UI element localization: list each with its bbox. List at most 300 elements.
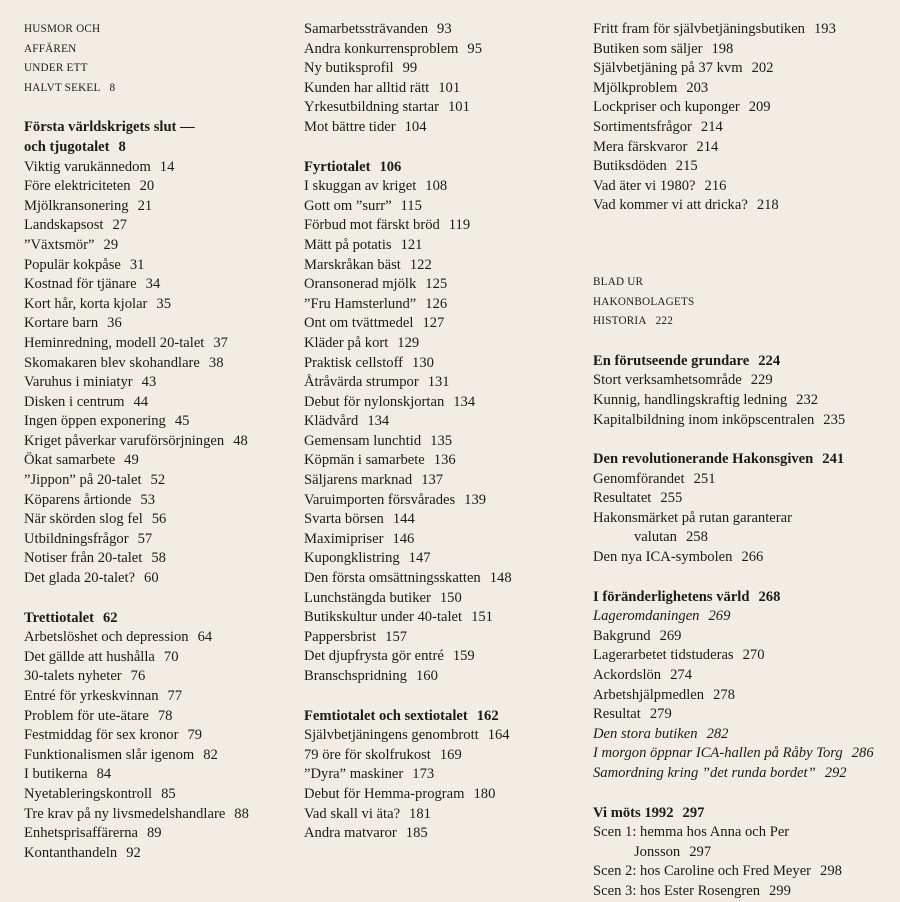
toc-entry-title: I föränderlighetens värld (593, 588, 750, 605)
toc-page-number: 202 (751, 60, 774, 77)
toc-page-number: 27 (112, 217, 128, 234)
toc-page-number: 160 (415, 668, 438, 684)
toc-entry-title: Jonsson (634, 843, 681, 860)
toc-entry (593, 118, 893, 138)
toc-entry (593, 98, 893, 118)
toc-page-number: 108 (425, 178, 448, 195)
toc-page-number: 77 (167, 688, 183, 704)
toc-page-number: 43 (141, 374, 157, 391)
toc-entry-title: Lunchstängda butiker (304, 589, 431, 606)
toc-entry (24, 844, 286, 864)
toc-page-number: 115 (400, 197, 422, 214)
toc-section-heading (24, 79, 286, 99)
toc-page-number: 162 (476, 707, 499, 724)
toc-entry (593, 391, 893, 411)
toc-page-number: 279 (649, 706, 672, 723)
toc-page-number: 56 (151, 511, 167, 528)
toc-page-number: 85 (161, 785, 176, 802)
toc-page-number: 52 (150, 472, 166, 489)
toc-page-number: 224 (758, 352, 781, 369)
toc-entry (24, 256, 286, 276)
toc-entry-title: Vad skall vi äta? (304, 805, 401, 822)
toc-entry (304, 608, 584, 628)
toc-section-heading (593, 450, 893, 470)
section-spacer (593, 430, 893, 450)
toc-entry (304, 59, 584, 79)
toc-entry (24, 726, 286, 746)
toc-entry (304, 314, 584, 334)
toc-entry-title: ”Dyra” maskiner (304, 766, 404, 783)
toc-page-number: 21 (137, 197, 153, 214)
toc-entry (24, 393, 286, 413)
toc-entry-title: Scen 2: hos Caroline och Fred Meyer (593, 863, 812, 880)
toc-page-number: 151 (471, 609, 493, 626)
toc-entry-title: Lagerarbetet tidstuderas (593, 647, 734, 664)
toc-page-number: 37 (213, 334, 228, 351)
toc-page-number: 258 (685, 529, 708, 546)
toc-page-number: 270 (742, 647, 765, 664)
toc-entry (304, 589, 584, 609)
toc-entry-title: Kortare barn (24, 315, 99, 332)
toc-entry (304, 177, 584, 197)
toc-entry (24, 314, 286, 334)
toc-entry-title: Kläder på kort (304, 334, 389, 351)
toc-entry-title: Oransonerad mjölk (304, 276, 417, 293)
toc-page-number: 60 (144, 570, 159, 587)
toc-page-number: 122 (409, 256, 432, 273)
toc-page-number: 147 (408, 550, 431, 567)
toc-entry-title: ”Jippon” på 20-talet (24, 472, 142, 489)
toc-page-number: 79 (187, 727, 203, 744)
toc-entry-title: Utbildningsfrågor (24, 530, 129, 547)
toc-page-number: 29 (103, 236, 119, 253)
toc-entry (304, 510, 584, 530)
toc-entry (304, 79, 584, 99)
toc-entry (593, 607, 893, 627)
toc-page-number: 127 (422, 315, 445, 332)
toc-entry-title: Den stora butiken (593, 725, 698, 742)
toc-entry-title: Resultatet (593, 490, 652, 507)
toc-entry (304, 569, 584, 589)
toc-entry-title: och tjugotalet (24, 138, 110, 155)
toc-page-number: 169 (439, 746, 462, 763)
toc-entry-title: Samordning kring ”det runda bordet” (593, 765, 816, 781)
toc-entry-title: Ökat samarbete (24, 452, 116, 469)
toc-entry (304, 373, 584, 393)
toc-entry-title: Mätt på potatis (304, 236, 392, 253)
toc-entry (593, 646, 893, 666)
toc-entry (24, 628, 286, 648)
toc-entry (24, 471, 286, 491)
toc-entry-title: Ny butiksprofil (304, 60, 394, 77)
toc-entry-title: Stort verksamhetsområde (593, 372, 742, 389)
toc-entry (304, 334, 584, 354)
toc-entry-title: valutan (634, 529, 677, 546)
toc-page-number: 269 (708, 608, 731, 625)
toc-page-number: 146 (392, 530, 415, 547)
section-spacer (593, 784, 893, 804)
toc-entry (24, 510, 286, 530)
toc-entry (593, 79, 893, 99)
section-spacer (304, 138, 584, 158)
toc-page-number: 251 (693, 470, 716, 487)
toc-page-number: 139 (464, 491, 487, 508)
toc-entry-title: HUSMOR OCH (24, 23, 101, 35)
toc-entry-title: Före elektriciteten (24, 178, 131, 195)
toc-page-number: 130 (412, 354, 434, 371)
toc-entry-title: Arbetslöshet och depression (24, 629, 189, 646)
section-spacer (304, 687, 584, 707)
toc-entry (24, 549, 286, 569)
toc-entry (593, 882, 893, 902)
toc-page-number: 82 (203, 746, 218, 763)
toc-page-number: 185 (405, 825, 428, 842)
toc-entry (304, 20, 584, 40)
toc-section-heading (593, 293, 893, 313)
toc-column-1 (24, 20, 286, 863)
toc-entry-title: HALVT SEKEL (24, 81, 101, 94)
toc-entry-title: Mjölkproblem (593, 79, 678, 96)
toc-entry-title: Mera färskvaror (593, 138, 688, 155)
toc-page-number: 31 (129, 256, 145, 273)
toc-entry (24, 432, 286, 452)
toc-section-heading (304, 158, 584, 178)
toc-entry (24, 667, 286, 687)
toc-entry (24, 334, 286, 354)
toc-page-number: 216 (704, 177, 727, 194)
toc-page-number: 99 (402, 60, 418, 77)
toc-page-number: 44 (133, 393, 149, 410)
toc-entry-title: Första världskrigets slut — (24, 119, 195, 136)
toc-entry-title: Bakgrund (593, 627, 651, 644)
toc-page-number: 93 (437, 21, 452, 37)
toc-entry (304, 40, 584, 60)
toc-page-number: 268 (758, 588, 781, 605)
toc-page-number: 101 (447, 99, 470, 116)
toc-page-number: 119 (448, 217, 471, 234)
toc-entry (24, 275, 286, 295)
toc-entry (24, 177, 286, 197)
toc-entry (24, 236, 286, 256)
toc-entry-title: UNDER ETT (24, 62, 88, 75)
toc-entry-title: Kupongklistring (304, 550, 400, 567)
toc-entry-title: Debut för Hemma-program (304, 785, 465, 802)
toc-entry-title: Viktig varukännedom (24, 158, 151, 175)
toc-entry (304, 393, 584, 413)
toc-entry (304, 647, 584, 667)
toc-entry-title: Genomförandet (593, 470, 685, 487)
toc-page-number: 282 (706, 725, 729, 742)
toc-entry-title: Arbetshjälpmedlen (593, 686, 705, 703)
toc-entry-title: Trettiotalet (24, 609, 94, 626)
toc-page-number: 104 (404, 118, 427, 135)
section-spacer (593, 216, 893, 273)
toc-entry-title: ”Fru Hamsterlund” (304, 295, 417, 312)
toc-section-heading (24, 59, 286, 79)
toc-page-number: 38 (208, 354, 224, 371)
toc-entry-title: Pappersbrist (304, 628, 377, 645)
toc-entry-title: Tre krav på ny livsmedelshandlare (24, 805, 226, 822)
toc-entry-title: Det djupfrysta gör entré (304, 648, 444, 665)
toc-section-heading (24, 609, 286, 629)
toc-page-number: 95 (467, 40, 483, 57)
toc-entry (24, 491, 286, 511)
toc-entry-title: Scen 1: hemma hos Anna och Per (593, 824, 790, 841)
toc-page-number: 36 (107, 315, 122, 332)
toc-page-number: 235 (823, 411, 846, 428)
toc-entry (304, 785, 584, 805)
toc-entry (593, 509, 893, 529)
toc-page-number: 62 (102, 609, 118, 626)
toc-entry-title: Fritt fram för självbetjäningsbutiken (593, 21, 805, 37)
toc-page-number: 70 (163, 648, 179, 665)
toc-entry (304, 726, 584, 746)
toc-page-number: 14 (159, 158, 175, 175)
toc-entry-title: Förbud mot färskt bröd (304, 217, 440, 234)
toc-entry-title: Gemensam lunchtid (304, 432, 422, 449)
toc-entry-title: Varuimporten försvårades (304, 491, 456, 508)
toc-entry-title: 79 öre för skolfrukost (304, 746, 431, 763)
toc-entry (304, 628, 584, 648)
toc-entry (24, 530, 286, 550)
toc-entry (593, 548, 893, 568)
toc-entry (593, 196, 893, 216)
toc-entry (593, 725, 893, 745)
toc-entry (304, 432, 584, 452)
toc-entry-title: Populär kokpåse (24, 256, 121, 273)
toc-page-number: 297 (682, 804, 705, 821)
toc-page-number: 8 (118, 138, 126, 155)
toc-entry-title: Köpmän i samarbete (304, 452, 425, 469)
toc-entry (24, 765, 286, 785)
toc-entry (593, 686, 893, 706)
toc-entry-title: Hakonsmärket på rutan garanterar (593, 509, 792, 526)
toc-entry-title: Butikskultur under 40-talet (304, 609, 463, 626)
toc-entry (593, 59, 893, 79)
toc-entry-title: Ackordslön (593, 667, 662, 684)
toc-entry (593, 666, 893, 686)
toc-entry-title: Självbetjäningens genombrott (304, 727, 479, 744)
toc-entry (304, 451, 584, 471)
toc-section-heading (24, 20, 286, 40)
toc-page-number: 57 (137, 530, 153, 547)
toc-page-number: 180 (473, 785, 496, 802)
toc-column-3 (593, 20, 893, 902)
toc-entry-title: Mot bättre tider (304, 118, 396, 135)
toc-section-heading (24, 40, 286, 60)
toc-entry (24, 412, 286, 432)
toc-entry-title: AFFÄREN (24, 42, 77, 55)
toc-entry (593, 843, 893, 863)
toc-entry-title: I skuggan av kriget (304, 178, 417, 195)
toc-entry (24, 158, 286, 178)
toc-entry (593, 489, 893, 509)
toc-entry (304, 295, 584, 315)
toc-entry (593, 862, 893, 882)
toc-page-number: 278 (713, 686, 735, 703)
toc-page-number: 34 (145, 276, 161, 293)
toc-page-number: 299 (769, 882, 791, 899)
toc-entry-title: Nyetableringskontroll (24, 785, 153, 802)
toc-entry (593, 20, 893, 40)
toc-entry (593, 371, 893, 391)
toc-page-number: 88 (234, 805, 249, 822)
toc-entry (24, 295, 286, 315)
toc-page-number: 269 (659, 627, 682, 644)
toc-page-number: 157 (385, 628, 408, 645)
toc-entry (304, 236, 584, 256)
toc-page-number: 255 (660, 490, 683, 507)
toc-page-number: 53 (140, 491, 155, 508)
toc-page-number: 84 (96, 766, 112, 783)
toc-entry (593, 705, 893, 725)
toc-entry-title: Femtiotalet och sextiotalet (304, 707, 468, 724)
toc-section-heading (593, 352, 893, 372)
toc-entry-title: Butiksdöden (593, 158, 667, 175)
toc-section-heading (24, 138, 286, 158)
toc-column-2 (304, 20, 584, 844)
toc-entry (24, 373, 286, 393)
toc-page-number: 78 (157, 707, 173, 724)
toc-page-number: 144 (392, 511, 415, 528)
toc-entry-title: Resultat (593, 706, 641, 723)
toc-entry (24, 746, 286, 766)
toc-entry-title: Det gällde att hushålla (24, 648, 155, 665)
toc-entry-title: Scen 3: hos Ester Rosengren (593, 882, 760, 899)
toc-entry (593, 157, 893, 177)
toc-entry-title: Debut för nylonskjortan (304, 393, 445, 410)
toc-page-number: 159 (452, 648, 475, 665)
toc-page-number: 292 (824, 765, 847, 781)
toc-entry-title: Vi möts 1992 (593, 804, 674, 821)
toc-page-number: 135 (430, 432, 453, 449)
toc-entry-title: Mjölkransonering (24, 197, 129, 214)
toc-section-heading (593, 588, 893, 608)
toc-entry-title: Notiser från 20-talet (24, 550, 143, 567)
toc-section-heading (593, 273, 893, 293)
toc-entry (304, 471, 584, 491)
toc-entry (304, 354, 584, 374)
toc-entry-title: Svarta börsen (304, 511, 384, 528)
toc-page-number: 218 (756, 197, 779, 214)
toc-entry (24, 197, 286, 217)
toc-entry (24, 687, 286, 707)
toc-entry-title: Lageromdaningen (593, 608, 700, 625)
toc-page-number: 266 (741, 549, 764, 566)
toc-section-heading (593, 312, 893, 332)
toc-entry-title: Disken i centrum (24, 393, 125, 410)
toc-page-number: 48 (233, 432, 248, 449)
toc-entry (304, 824, 584, 844)
toc-entry (304, 491, 584, 511)
toc-entry (24, 451, 286, 471)
toc-page-number: 203 (686, 79, 709, 96)
toc-entry (304, 275, 584, 295)
toc-entry-title: Det glada 20-talet? (24, 570, 136, 587)
toc-entry-title: HAKONBOLAGETS (593, 295, 695, 308)
toc-page-number: 198 (711, 40, 734, 57)
toc-entry (304, 746, 584, 766)
toc-entry (24, 785, 286, 805)
toc-entry-title: HISTORIA (593, 315, 647, 328)
toc-entry-title: Varuhus i miniatyr (24, 374, 133, 391)
toc-section-heading (593, 804, 893, 824)
toc-page-number: 297 (689, 843, 712, 860)
toc-entry-title: Andra konkurrensproblem (304, 40, 459, 57)
toc-entry-title: Funktionalismen slår igenom (24, 746, 195, 763)
toc-entry-title: Kriget påverkar varuförsörjningen (24, 432, 225, 449)
toc-entry-title: I butikerna (24, 766, 88, 783)
toc-entry-title: Problem för ute-ätare (24, 707, 149, 724)
toc-entry (24, 216, 286, 236)
toc-entry-title: Åtråvärda strumpor (304, 374, 419, 391)
toc-entry-title: Samarbetssträvanden (304, 21, 429, 37)
toc-page-number: 20 (139, 178, 155, 195)
toc-entry (24, 569, 286, 589)
toc-page-number: 126 (425, 295, 448, 312)
toc-entry-title: Maximipriser (304, 530, 384, 547)
toc-page-number: 286 (851, 745, 874, 762)
toc-page-number: 137 (421, 472, 444, 489)
toc-page-number: 58 (151, 550, 166, 567)
toc-entry-title: Kontanthandeln (24, 844, 118, 861)
toc-entry (593, 470, 893, 490)
toc-entry-title: Kapitalbildning inom inköpscentralen (593, 411, 815, 428)
toc-entry-title: Kunnig, handlingskraftig ledning (593, 391, 788, 408)
toc-entry-title: Vad kommer vi att dricka? (593, 197, 748, 214)
toc-page-number: 214 (696, 138, 719, 155)
toc-entry (304, 530, 584, 550)
toc-entry-title: Den nya ICA-symbolen (593, 549, 733, 566)
toc-entry (593, 528, 893, 548)
toc-entry (304, 197, 584, 217)
toc-entry-title: Ingen öppen exponering (24, 413, 166, 430)
toc-entry-title: 30-talets nyheter (24, 668, 122, 685)
toc-entry (593, 823, 893, 843)
toc-page-number: 150 (439, 589, 462, 606)
toc-entry (593, 40, 893, 60)
toc-entry-title: Lockpriser och kuponger (593, 99, 740, 116)
toc-entry-title: Enhetsprisaffärerna (24, 825, 138, 842)
toc-entry-title: Heminredning, modell 20-talet (24, 334, 205, 351)
toc-page-number: 136 (433, 452, 456, 469)
toc-page-number: 164 (487, 727, 510, 744)
toc-entry (304, 412, 584, 432)
toc-entry (593, 411, 893, 431)
toc-entry-title: När skörden slog fel (24, 511, 143, 528)
toc-page-number: 173 (412, 766, 435, 783)
toc-page-number: 134 (453, 393, 476, 410)
toc-page-number: 76 (130, 668, 146, 685)
toc-page-number: 209 (748, 99, 771, 116)
toc-entry (304, 216, 584, 236)
toc-page-number: 35 (156, 295, 172, 312)
toc-page-number: 232 (796, 391, 819, 408)
toc-entry (24, 648, 286, 668)
toc-entry-title: Yrkesutbildning startar (304, 99, 439, 116)
toc-entry (593, 138, 893, 158)
toc-entry-title: Köparens årtionde (24, 491, 132, 508)
toc-entry (24, 354, 286, 374)
toc-entry (593, 627, 893, 647)
toc-page-number: 45 (174, 413, 190, 430)
toc-page-number: 8 (109, 81, 116, 94)
toc-page-number: 92 (126, 844, 141, 861)
toc-entry-title: Andra matvaror (304, 825, 397, 842)
toc-page-number: 222 (655, 315, 673, 328)
toc-entry-title: Marskråkan bäst (304, 256, 401, 273)
toc-entry-title: Entré för yrkeskvinnan (24, 688, 159, 704)
